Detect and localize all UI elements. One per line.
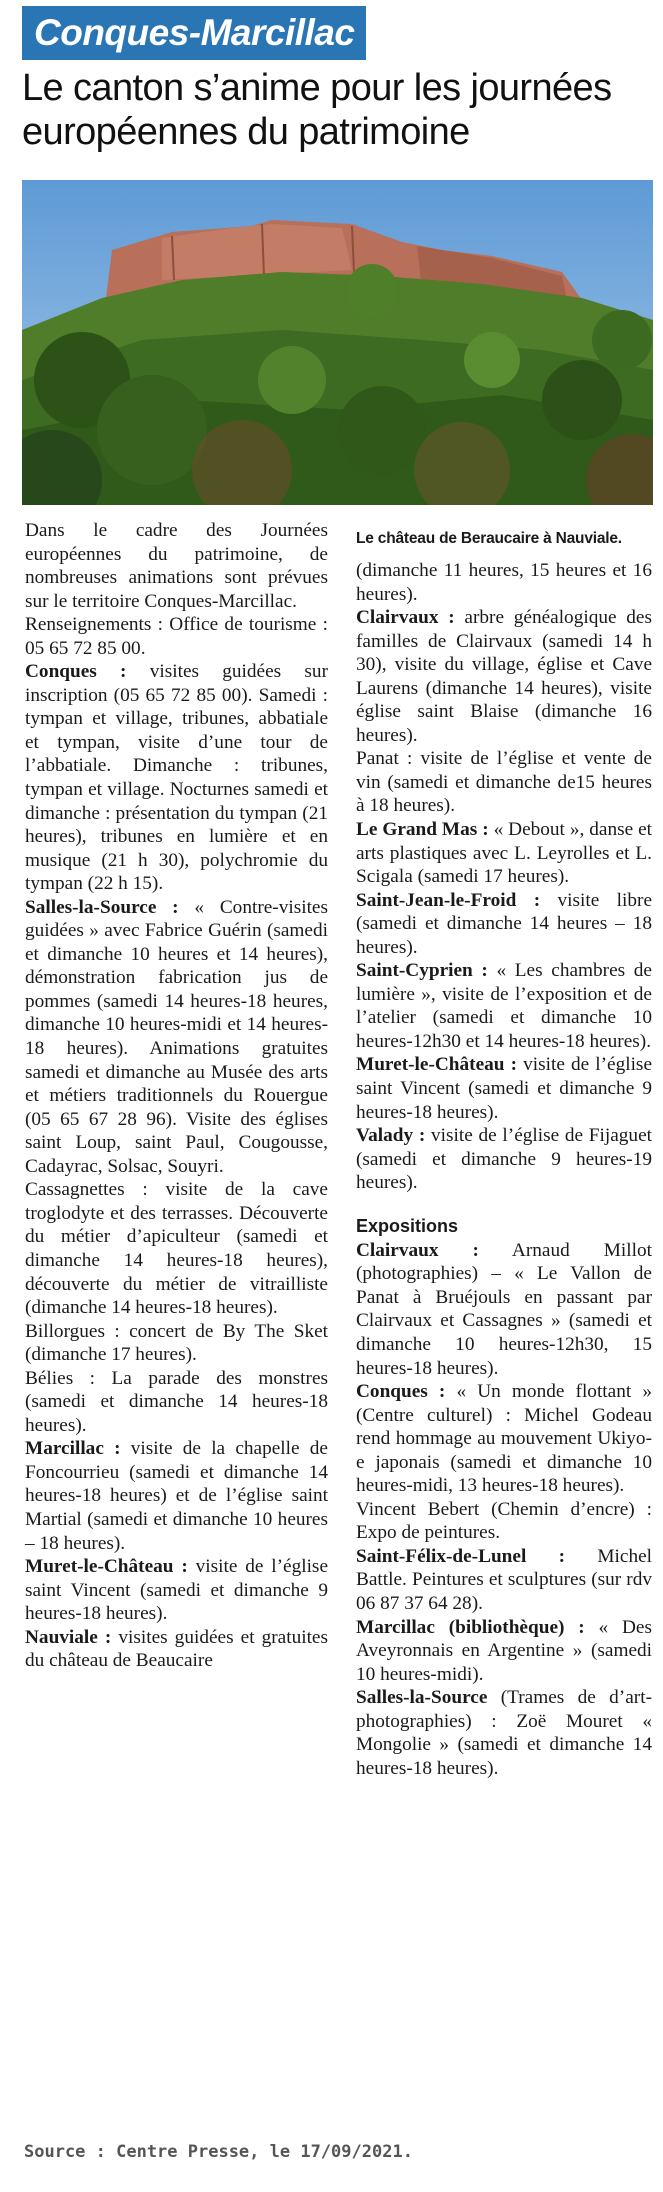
paragraph: Renseignements : Office de tourisme : 05 65 72 85 00. bbox=[25, 614, 328, 659]
source-credit: Source : Centre Presse, le 17/09/2021. bbox=[24, 2142, 413, 2162]
paragraph: Le Grand Mas : « Debout », danse et arts plastiques avec L. Leyrolles et L. Scigala (samedi 17 heures). bbox=[356, 819, 652, 888]
photo-caption: Le château de Beraucaire à Nauviale. bbox=[356, 530, 622, 547]
article-headline: Le canton s’anime pour les journées européennes du patrimoine bbox=[22, 67, 612, 153]
right-column bbox=[356, 529, 652, 1780]
paragraph: Saint-Félix-de-Lunel : Michel Battle. Peintures et sculptures (sur rdv 06 87 37 64 28). bbox=[356, 1545, 652, 1614]
paragraph: Marcillac (bibliothèque) : « Des Aveyronnais en Argentine » (samedi 10 heures-midi). bbox=[356, 1616, 652, 1685]
section-kicker: Conques-Marcillac bbox=[22, 6, 366, 60]
left-column bbox=[25, 519, 328, 1673]
paragraph: Muret-le-Château : visite de l’église saint Vincent (samedi et dimanche 9 heures-18 heures). bbox=[25, 1556, 328, 1625]
paragraph: Nauviale : visites guidées et gratuites du château de Beaucaire bbox=[25, 1626, 328, 1672]
article-photo bbox=[22, 180, 653, 505]
paragraph: Saint-Jean-le-Froid : visite libre (samedi et dimanche 14 heures – 18 heures). bbox=[356, 889, 652, 958]
paragraph: Conques : « Un monde flottant » (Centre culturel) : Michel Godeau rend hommage au mouvement Ukiyo-e japonais (samedi et dimanche 10 heures-midi, 13 heures-18 heures). bbox=[356, 1381, 652, 1497]
paragraph: Panat : visite de l’église et vente de vin (samedi et dimanche de15 heures à 18 heures). bbox=[356, 748, 652, 817]
expositions-heading: Expositions bbox=[356, 1215, 459, 1236]
paragraph: Clairvaux : arbre généalogique des familles de Clairvaux (samedi 14 h 30), visite du village, église et Cave Laurens (dimanche 14 heures), visite église saint Blaise (dimanche 16 heures). bbox=[356, 607, 652, 746]
castle-hill-photo bbox=[22, 180, 653, 505]
paragraph: Marcillac : visite de la chapelle de Foncourrieu (samedi et dimanche 14 heures-18 heures) et de l’église saint Martial (samedi et dimanche 10 heures – 18 heures). bbox=[25, 1438, 328, 1554]
paragraph: Conques : visites guidées sur inscription (05 65 72 85 00). Samedi : tympan et village, tribunes, abbatiale et tympan, visite d’une tour de l’abbatiale. Dimanche : tribunes, tympan et village. Nocturnes samedi et dimanche : présentation du tympan (21 heures), tribunes en lumière et en musique (21 h 30), polychromie du tympan (22 h 15). bbox=[25, 661, 328, 895]
paragraph: Clairvaux : Arnaud Millot (photographies) – « Le Vallon de Panat à Bruéjouls en passant par Clairvaux et Cassagnes » (samedi et dimanche 10 heures-12h30, 15 heures-18 heures). bbox=[356, 1239, 652, 1379]
paragraph: Billorgues : concert de By The Sket (dimanche 17 heures). bbox=[25, 1320, 328, 1366]
paragraph: Valady : visite de l’église de Fijaguet (samedi et dimanche 9 heures-19 heures). bbox=[356, 1125, 652, 1194]
paragraph: Salles-la-Source (Trames de d’art-photographies) : Zoë Mouret « Mongolie » (samedi et dimanche 14 heures-18 heures). bbox=[356, 1687, 652, 1779]
paragraph: Bélies : La parade des monstres (samedi et dimanche 14 heures-18 heures). bbox=[25, 1367, 328, 1436]
paragraph: Muret-le-Château : visite de l’église saint Vincent (samedi et dimanche 9 heures-18 heures). bbox=[356, 1054, 652, 1123]
paragraph: Cassagnettes : visite de la cave troglodyte et des terrasses. Découverte du métier d’apiculteur (samedi et dimanche 14 heures-18 heures), découverte du métier de vitrailliste (dimanche 14 heures-18 heures). bbox=[25, 1179, 328, 1319]
paragraph: Vincent Bebert (Chemin d’encre) : Expo de peintures. bbox=[356, 1498, 652, 1544]
paragraph: Salles-la-Source : « Contre-visites guidées » avec Fabrice Guérin (samedi et dimanche 10 heures et 14 heures), démonstration fabrication jus de pommes (samedi 14 heures-18 heures, dimanche 10 heures-midi et 14 heures-18 heures). Animations gratuites samedi et dimanche au Musée des arts et métiers traditionnels du Rouergue (05 65 67 28 96). Visite des églises saint Loup, saint Paul, Cougousse, Cadayrac, Solsac, Souyri. bbox=[25, 896, 328, 1177]
paragraph: Dans le cadre des Journées européennes du patrimoine, de nombreuses animations sont prévues sur le territoire Conques-Marcillac. bbox=[25, 520, 328, 612]
paragraph: Saint-Cyprien : « Les chambres de lumière », visite de l’exposition et de l’atelier (samedi et dimanche 10 heures-12h30 et 14 heures-18 heures). bbox=[356, 960, 652, 1052]
paragraph: (dimanche 11 heures, 15 heures et 16 heures). bbox=[356, 560, 652, 605]
